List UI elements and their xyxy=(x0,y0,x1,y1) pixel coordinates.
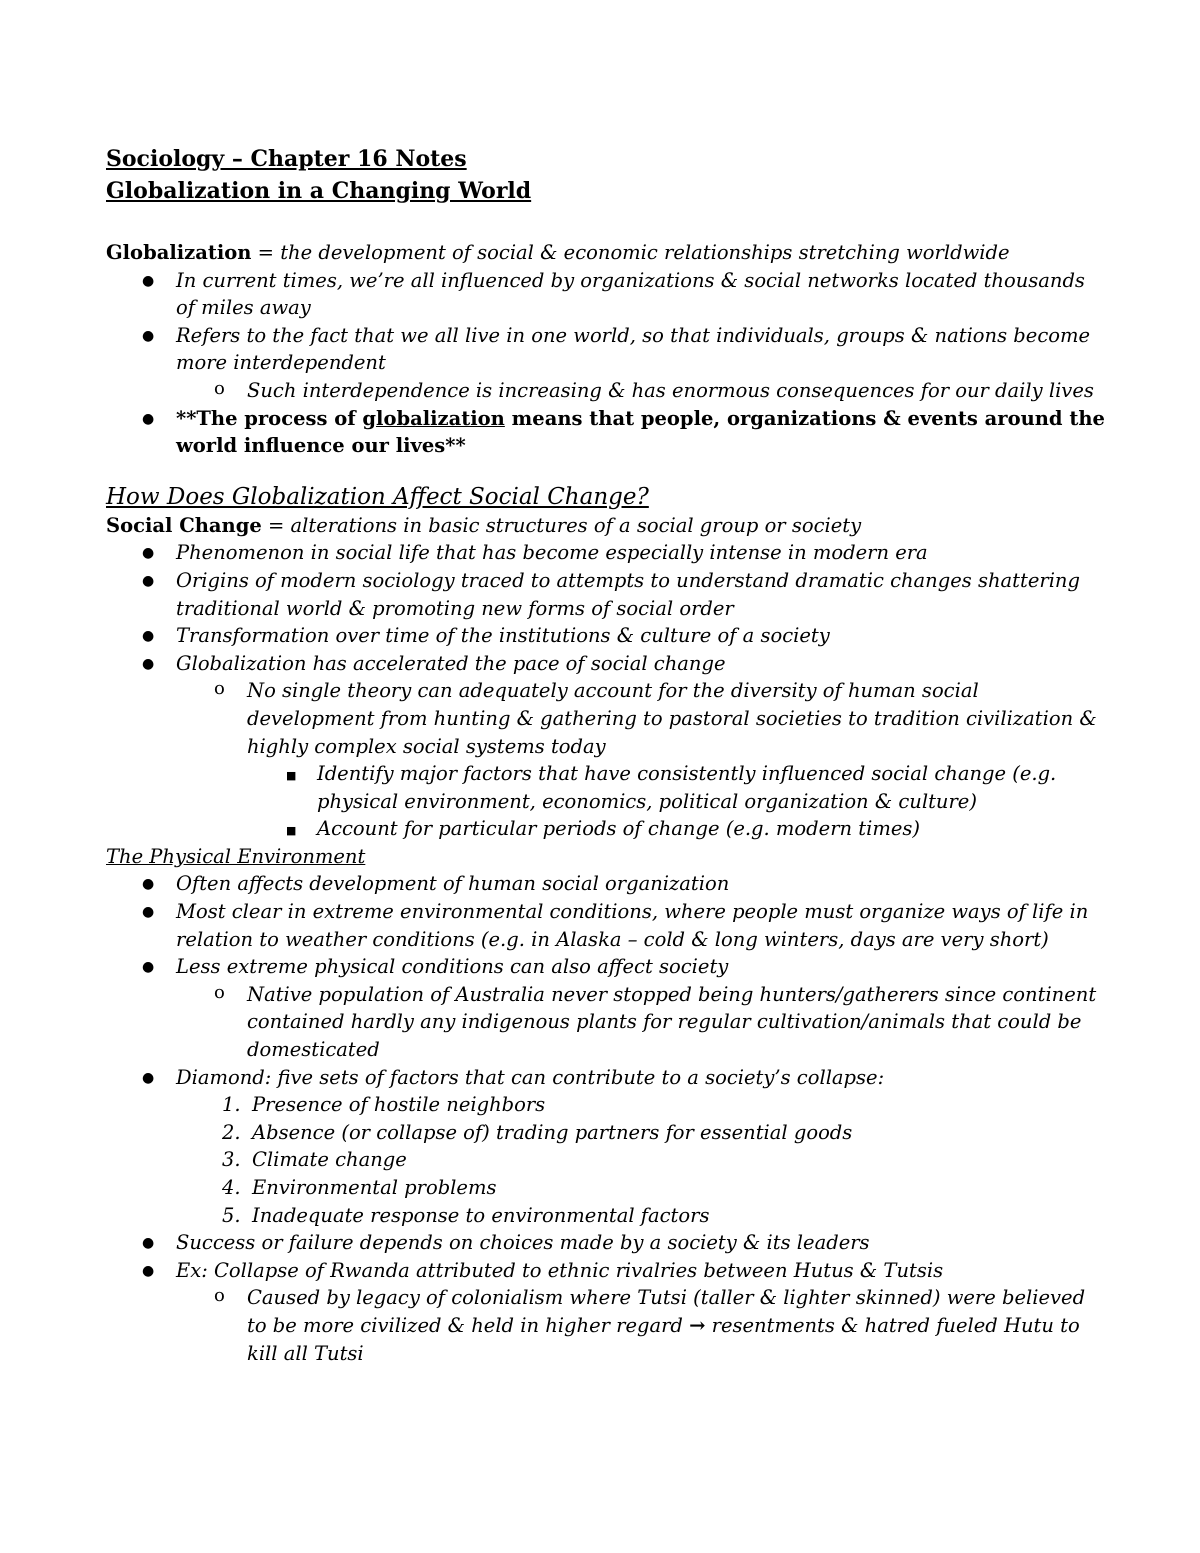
collapse-factors-list xyxy=(106,1091,1106,1229)
numbered-item: 5. Inadequate response to environmental factors xyxy=(222,1203,710,1227)
definition-term: Globalization xyxy=(106,241,252,264)
bullet-icon: ● xyxy=(142,655,155,672)
list-item: o No single theory can adequately account for the diversity of human social development from hunting & gathering to pastoral societies to tradition civilization & highly complex social systems today xyxy=(106,677,1106,760)
list-item: o Such interdependence is increasing & has enormous consequences for our daily lives xyxy=(106,377,1106,405)
social-change-list xyxy=(106,539,1106,843)
circle-bullet-icon: o xyxy=(214,981,225,1003)
definition-term: Social Change xyxy=(106,513,262,537)
section-heading: How Does Globalization Affect Social Change? xyxy=(106,483,649,510)
bullet-icon: ● xyxy=(142,876,155,893)
list-item: ■ Account for particular periods of change (e.g. modern times) xyxy=(106,815,1106,843)
circle-bullet-icon: o xyxy=(214,1285,225,1307)
globalization-list xyxy=(106,267,1106,460)
list-item: ● Less extreme physical conditions can also affect society xyxy=(106,953,1106,981)
circle-bullet-icon: o xyxy=(214,377,225,399)
list-item: ■ Identify major factors that have consistently influenced social change (e.g. physical environment, economics, political organization & culture) xyxy=(286,762,1057,813)
list-item: ● Globalization has accelerated the pace of social change xyxy=(106,650,1106,678)
list-item: ● Ex: Collapse of Rwanda attributed to ethnic rivalries between Hutus & Tutsis xyxy=(106,1257,1106,1285)
spacer xyxy=(106,207,1106,239)
title-line-2: Globalization in a Changing World xyxy=(106,178,532,204)
circle-bullet-icon: o xyxy=(214,678,225,700)
bullet-icon: ● xyxy=(142,327,155,344)
physical-environment-list-cont xyxy=(106,1229,1106,1367)
list-item: o Caused by legacy of colonialism where Tutsi (taller & lighter skinned) were believed to be more civilized & held in higher regard → resentments & hatred fueled Hutu to kill all Tutsi xyxy=(106,1284,1106,1367)
list-item: ● Transformation over time of the institutions & culture of a society xyxy=(106,622,1106,650)
numbered-item: 3. Climate change xyxy=(222,1148,407,1172)
bullet-icon: ● xyxy=(142,1262,155,1279)
bullet-icon: ● xyxy=(142,1235,155,1252)
square-bullet-icon: ■ xyxy=(286,824,297,838)
numbered-item: 4. Environmental problems xyxy=(222,1176,497,1199)
list-item: ● Success or failure depends on choices made by a society & its leaders xyxy=(106,1229,1106,1257)
list-item: ● Origins of modern sociology traced to attempts to understand dramatic changes shattering traditional world & promoting new forms of social order xyxy=(142,568,1080,620)
bullet-icon: ● xyxy=(142,545,155,562)
underlined-term: globalization xyxy=(362,406,505,430)
social-change-definition xyxy=(106,512,1106,540)
right-arrow-icon: → xyxy=(689,1313,706,1337)
bullet-icon: ● xyxy=(142,410,155,427)
square-bullet-icon: ■ xyxy=(286,769,297,783)
bullet-icon: ● xyxy=(142,628,155,645)
physical-environment-list xyxy=(106,870,1106,1091)
bullet-icon: ● xyxy=(142,272,155,289)
list-item-emphasis: ● **The process of globalization means that people, organizations & events around the world influence our lives** xyxy=(142,406,1105,458)
list-item: ● In current times, we’re all influenced by organizations & social networks located thousands of miles away xyxy=(142,268,1085,320)
bullet-icon: ● xyxy=(142,959,155,976)
bullet-icon: ● xyxy=(142,904,155,921)
definition-text: = the development of social & economic relationships stretching worldwide xyxy=(251,241,1010,264)
numbered-item: 1. Presence of hostile neighbors xyxy=(222,1093,546,1117)
list-item: ● Most clear in extreme environmental conditions, where people must organize ways of life in relation to weather conditions (e.g. in Alaska – cold & long winters, days are very short) xyxy=(142,900,1089,951)
globalization-definition xyxy=(106,239,1106,267)
subsection-heading: The Physical Environment xyxy=(106,844,366,868)
definition-text: = alterations in basic structures of a social group or society xyxy=(261,513,862,537)
list-item: ● Phenomenon in social life that has become especially intense in modern era xyxy=(106,539,1106,567)
spacer xyxy=(106,460,1106,482)
list-item: o Native population of Australia never stopped being hunters/gatherers since continent contained hardly any indigenous plants for regular cultivation/animals that could be domesticated xyxy=(106,981,1106,1064)
title-line-1: Sociology – Chapter 16 Notes xyxy=(106,146,467,172)
list-item: ● Refers to the fact that we all live in one world, so that individuals, groups & nations become more interdependent xyxy=(142,323,1091,375)
numbered-item: 2. Absence (or collapse of) trading partners for essential goods xyxy=(222,1120,853,1144)
list-item: ● Often affects development of human social organization xyxy=(106,870,1106,898)
bullet-icon: ● xyxy=(142,572,155,589)
list-item: ● Diamond: five sets of factors that can contribute to a society’s collapse: xyxy=(106,1064,1106,1092)
document-page xyxy=(106,143,1106,1367)
bullet-icon: ● xyxy=(142,1069,155,1086)
